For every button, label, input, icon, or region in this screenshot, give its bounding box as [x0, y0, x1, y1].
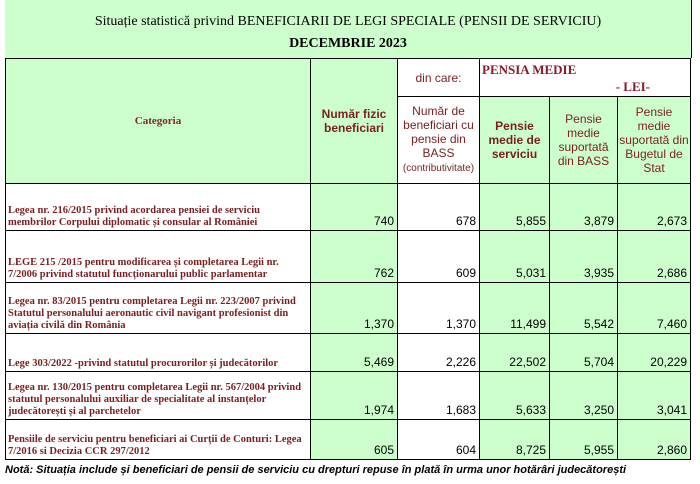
- row-pensie-buget: 2,860: [618, 420, 691, 460]
- row-pensie-serviciu: 8,725: [480, 420, 550, 460]
- row-pensie-buget: 2,673: [618, 184, 691, 231]
- row-numar-fizic: 605: [311, 420, 398, 460]
- table-row: [6, 283, 691, 334]
- row-pensie-buget: 20,229: [618, 334, 691, 372]
- pensia-medie-label: PENSIA MEDIE: [482, 62, 577, 77]
- lei-label: - LEI-: [615, 79, 650, 94]
- row-numar-fizic: 740: [311, 184, 398, 231]
- row-pensie-bass: 3,250: [550, 372, 618, 420]
- table-row: [6, 231, 691, 283]
- footnote: Notă: Situația include și beneficiari de pensii de serviciu cu drepturi repuse în plată în urma unor hotărâri judecătorești: [5, 464, 627, 476]
- row-pensie-serviciu: 5,633: [480, 372, 550, 420]
- row-pensie-serviciu: 5,855: [480, 184, 550, 231]
- row-pensie-buget: 7,460: [618, 283, 691, 334]
- row-categoria: Legea nr. 83/2015 pentru completarea Legii nr. 223/2007 privind Statutul personalului aeronautic civil navigant profesionist din aviația civilă din România: [6, 283, 311, 334]
- row-pensie-buget: 3,041: [618, 372, 691, 420]
- row-numar-bass: 1,370: [398, 283, 480, 334]
- report-title: Situație statistică privind BENEFICIARII DE LEGI SPECIALE (PENSII DE SERVICIU): [94, 14, 602, 29]
- header-categoria: Categoria: [6, 59, 311, 184]
- beneficiaries-table: [5, 58, 691, 460]
- header-pensia-medie: [480, 59, 691, 97]
- header-pensie-bass: Pensie medie suportată din BASS: [550, 97, 618, 184]
- row-categoria: LEGE 215 /2015 pentru modificarea și completarea Legii nr. 7/2006 privind statutul funcționarului public parlamentar: [6, 231, 311, 283]
- row-numar-bass: 1,683: [398, 372, 480, 420]
- header-numar-bass: [398, 97, 480, 184]
- row-numar-bass: 678: [398, 184, 480, 231]
- row-pensie-buget: 2,686: [618, 231, 691, 283]
- row-pensie-bass: 5,542: [550, 283, 618, 334]
- row-categoria: Lege 303/2022 -privind statutul procurorilor și judecătorilor: [6, 334, 311, 372]
- row-numar-bass: 609: [398, 231, 480, 283]
- row-pensie-bass: 5,704: [550, 334, 618, 372]
- header-din-care: din care:: [398, 59, 480, 97]
- row-pensie-serviciu: 22,502: [480, 334, 550, 372]
- header-numar-fizic: Număr fizic beneficiari: [311, 59, 398, 184]
- row-numar-bass: 604: [398, 420, 480, 460]
- row-numar-fizic: 1,974: [311, 372, 398, 420]
- header-numar-bass-sub: (contributivitate): [402, 163, 475, 174]
- report-period: DECEMBRIE 2023: [289, 36, 407, 51]
- row-pensie-serviciu: 5,031: [480, 231, 550, 283]
- title-band: [5, 0, 692, 58]
- row-pensie-bass: 3,935: [550, 231, 618, 283]
- row-numar-fizic: 762: [311, 231, 398, 283]
- row-numar-fizic: 1,370: [311, 283, 398, 334]
- header-numar-bass-text: Număr de beneficiari cu pensie din BASS: [403, 104, 474, 160]
- header-pensie-buget: Pensie medie suportată din Bugetul de Stat: [618, 97, 691, 184]
- row-pensie-bass: 3,879: [550, 184, 618, 231]
- row-pensie-bass: 5,955: [550, 420, 618, 460]
- row-categoria: Legea nr. 216/2015 privind acordarea pensiei de serviciu membrilor Corpului diplomatic și consular al României: [6, 184, 311, 231]
- table-row: [6, 184, 691, 231]
- row-numar-bass: 2,226: [398, 334, 480, 372]
- row-categoria: Legea nr. 130/2015 pentru completarea Legii nr. 567/2004 privind statutul personalului auxiliar de specialitate al instanțelor judecătorești și al parchetelor: [6, 372, 311, 420]
- header-pensie-serviciu: Pensie medie de serviciu: [480, 97, 550, 184]
- row-categoria: Pensiile de serviciu pentru beneficiari ai Curții de Conturi: Legea 7/2016 si Decizia CCR 297/2012: [6, 420, 311, 460]
- table-row: [6, 334, 691, 372]
- table-row: [6, 420, 691, 460]
- table-row: [6, 372, 691, 420]
- row-pensie-serviciu: 11,499: [480, 283, 550, 334]
- row-numar-fizic: 5,469: [311, 334, 398, 372]
